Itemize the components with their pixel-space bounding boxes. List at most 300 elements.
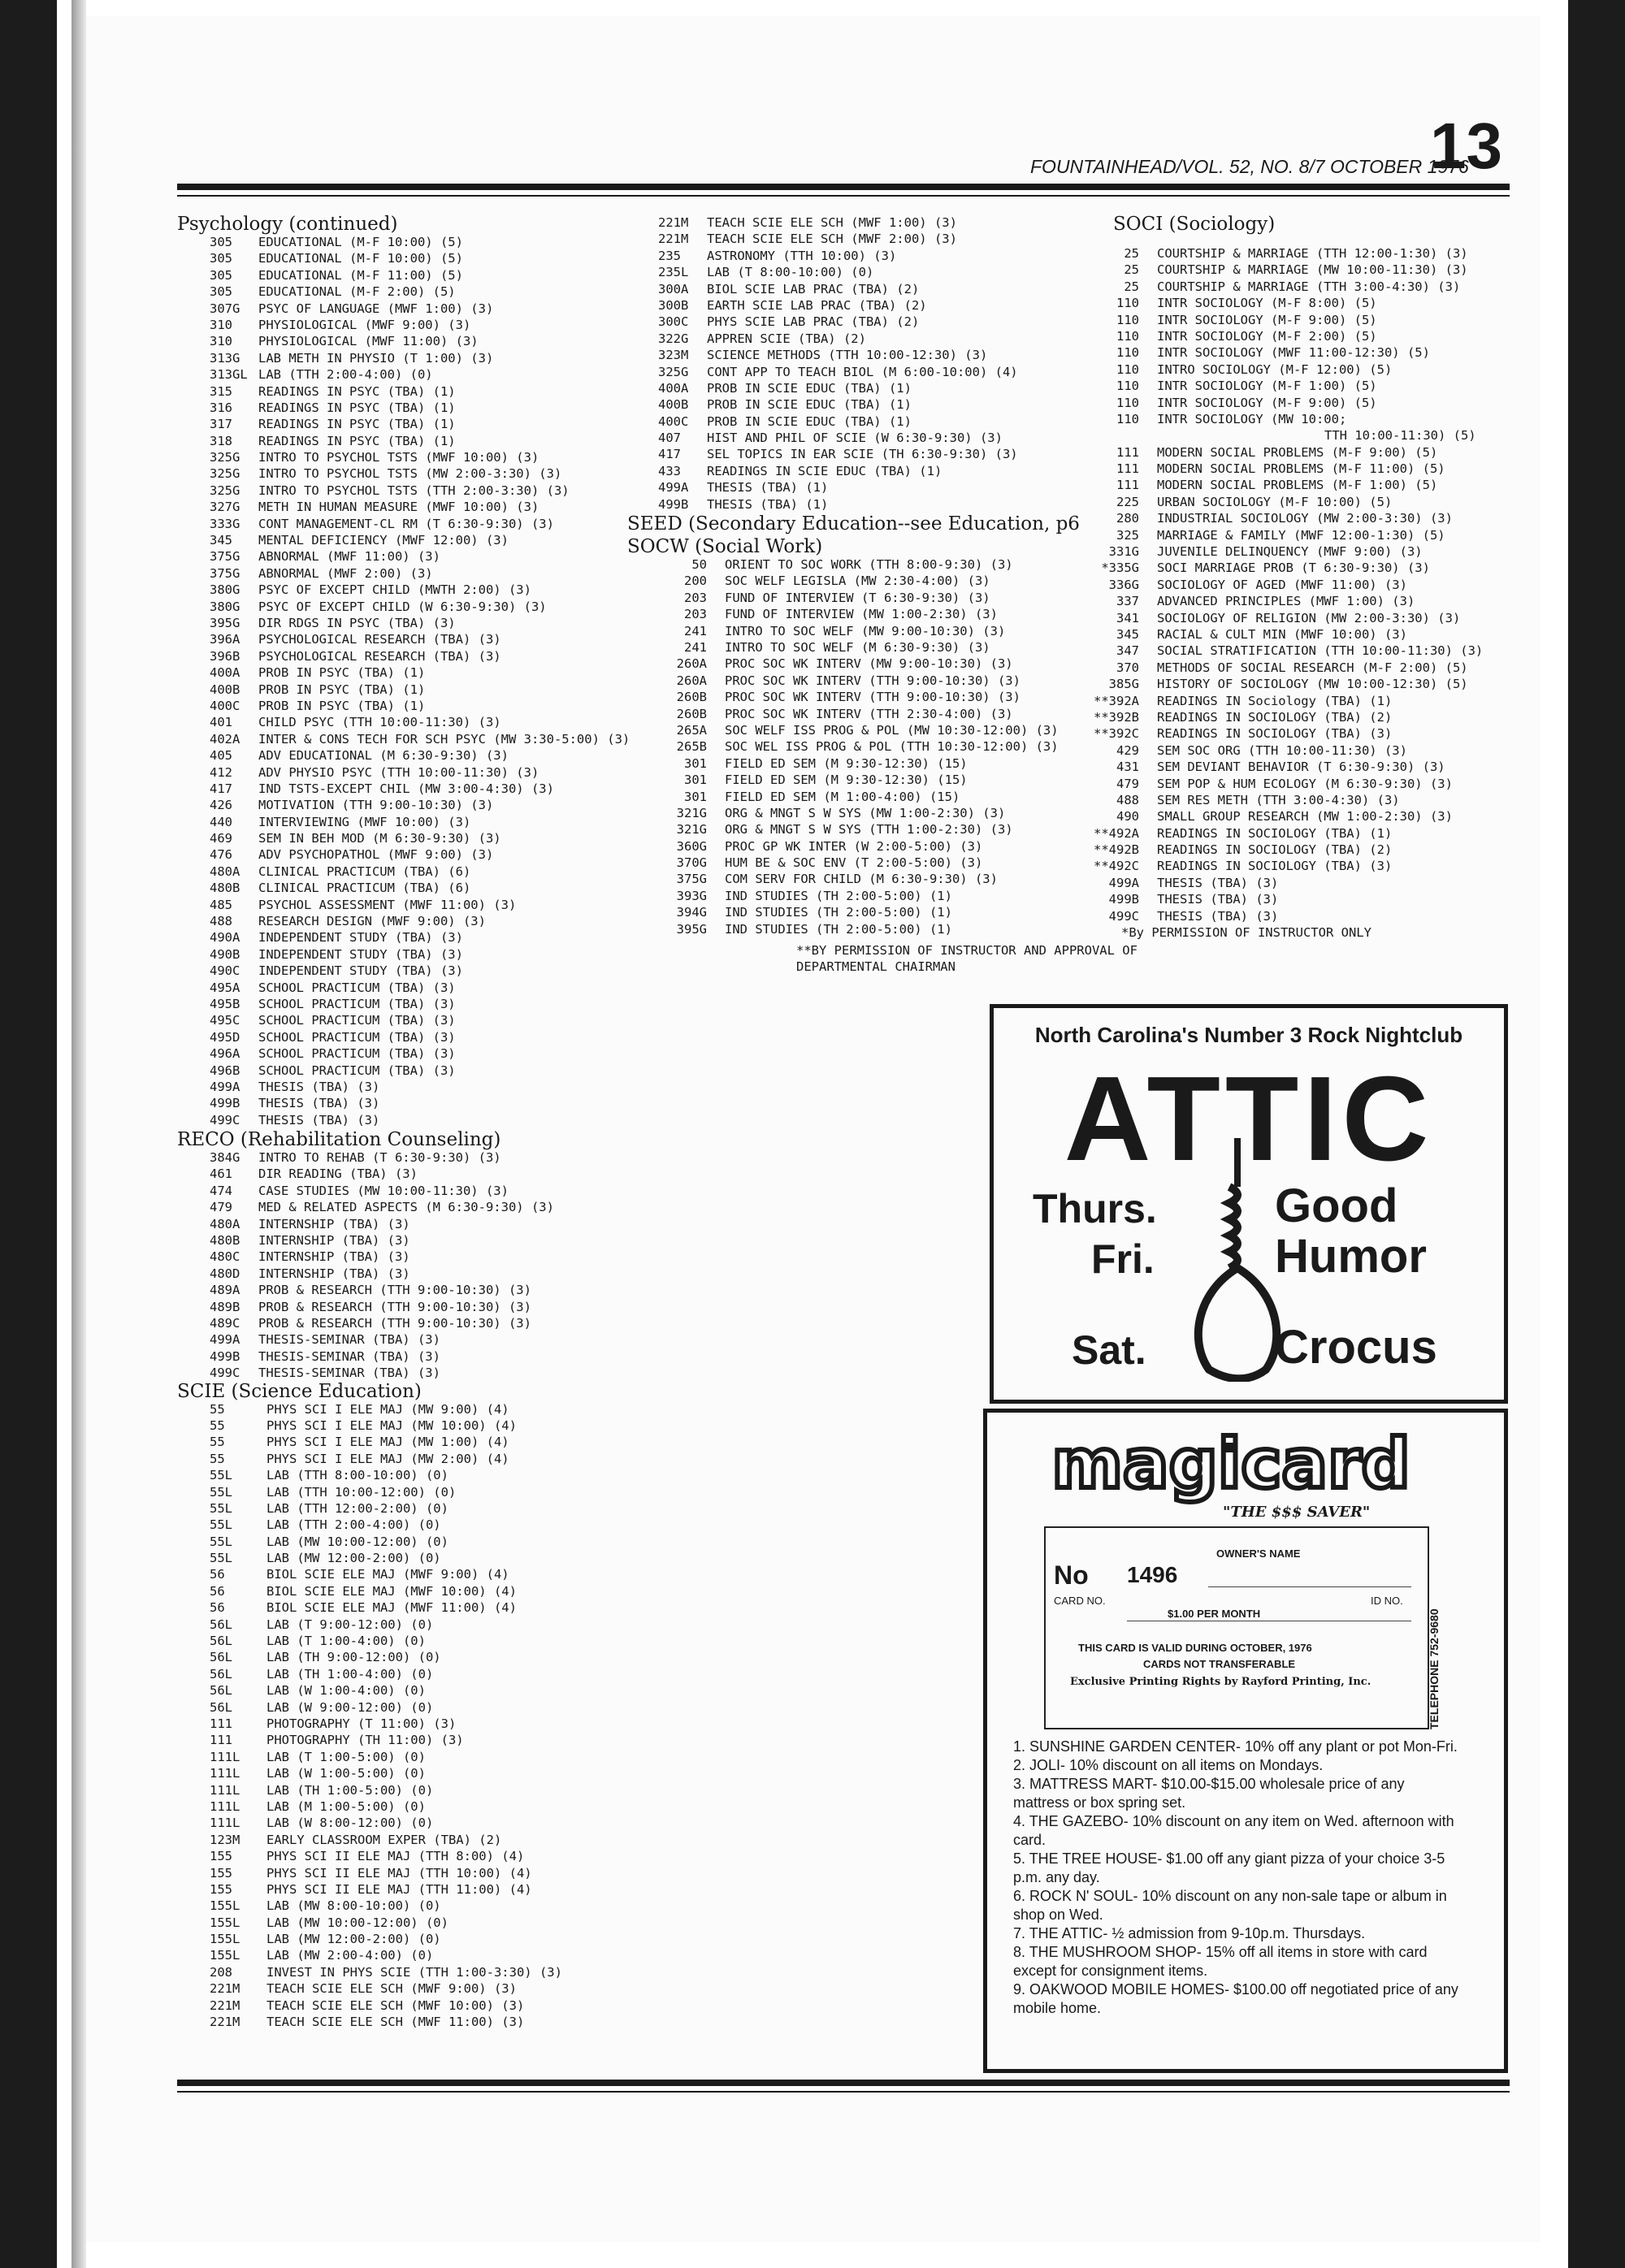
course-row <box>210 599 665 615</box>
course-title: EDUCATIONAL (M-F 10:00) (5) <box>258 251 463 266</box>
course-row <box>210 698 665 714</box>
course-title: READINGS IN SOCIOLOGY (TBA) (1) <box>1157 825 1393 841</box>
course-title: TEACH SCIE ELE SCH (MWF 10:00) (3) <box>266 1997 525 2013</box>
course-row <box>210 1964 665 1980</box>
course-title: THESIS-SEMINAR (TBA) (3) <box>258 1348 440 1364</box>
course-row <box>658 904 1089 920</box>
course-number: 395G <box>676 921 707 937</box>
course-row <box>210 1848 665 1864</box>
course-title: PHYS SCI II ELE MAJ (TTH 11:00) (4) <box>266 1881 532 1897</box>
course-row <box>210 483 665 499</box>
course-title: ABNORMAL (MWF 2:00) (3) <box>258 565 433 581</box>
offer-item: 5. THE TREE HOUSE- $1.00 off any giant pizza of your choice 3-5 p.m. any day. <box>1013 1850 1445 1885</box>
course-row <box>210 631 665 647</box>
course-title: PHYS SCI II ELE MAJ (TTH 10:00) (4) <box>266 1865 532 1881</box>
offer-item: 8. THE MUSHROOM SHOP- 15% off all items in store with card except for consignment items. <box>1013 1944 1428 1979</box>
course-title: PHYSIOLOGICAL (MWF 11:00) (3) <box>258 334 479 349</box>
course-row <box>210 582 665 598</box>
course-title: INTR SOCIOLOGY (M-F 2:00) (5) <box>1157 328 1377 344</box>
course-number: 396B <box>210 648 240 664</box>
course-number: 380G <box>210 582 240 598</box>
course-title: BIOL SCIE LAB PRAC (TBA) (2) <box>707 281 920 296</box>
course-row <box>210 615 665 631</box>
course-row <box>210 1832 665 1848</box>
course-number: 499C <box>210 1366 240 1381</box>
course-row <box>210 1534 665 1550</box>
course-title: INTRO TO PSYCHOL TSTS (MW 2:00-3:30) (3) <box>258 466 562 482</box>
course-number: 400C <box>210 698 240 713</box>
course-title: INTRO TO REHAB (T 6:30-9:30) (3) <box>258 1150 501 1166</box>
course-number: 490B <box>210 946 240 962</box>
course-row <box>658 855 1089 871</box>
course-number: 426 <box>210 798 232 813</box>
course-number: 375G <box>210 565 240 581</box>
course-number: 221M <box>210 2015 240 2030</box>
course-title: ORG & MNGT S W SYS (MW 1:00-2:30) (3) <box>725 805 1006 820</box>
course-number: 315 <box>210 383 232 399</box>
course-row <box>658 606 1089 622</box>
course-row <box>1081 494 1536 510</box>
course-row <box>210 1566 665 1582</box>
course-title: SMALL GROUP RESEARCH (MW 1:00-2:30) (3) <box>1157 809 1453 825</box>
course-title: LAB (TH 1:00-4:00) (0) <box>266 1666 434 1682</box>
course-title: THESIS (TBA) (3) <box>258 1112 380 1128</box>
course-number: 260A <box>676 656 707 672</box>
course-number: 110 <box>1116 361 1139 377</box>
course-number: 480B <box>210 1233 240 1249</box>
course-number: 327G <box>210 500 240 515</box>
attic-ad <box>990 1004 1508 1404</box>
course-number: 433 <box>658 463 681 478</box>
course-title: SEM DEVIANT BEHAVIOR (T 6:30-9:30) (3) <box>1157 760 1445 775</box>
course-row <box>210 1915 665 1931</box>
course-number: 56L <box>210 1634 232 1649</box>
column-sociology <box>1081 214 1536 941</box>
course-row <box>210 747 665 764</box>
course-title: SCHOOL PRACTICUM (TBA) (3) <box>258 1029 456 1045</box>
course-row <box>1081 560 1536 576</box>
course-number: 200 <box>684 573 707 589</box>
course-number: 474 <box>210 1183 232 1198</box>
course-number: 110 <box>1116 379 1139 394</box>
course-title: SEM IN BEH MOD (M 6:30-9:30) (3) <box>258 831 501 846</box>
course-row <box>658 772 1089 788</box>
course-number: **392B <box>1094 709 1139 725</box>
course-title: PROC GP WK INTER (W 2:00-5:00) (3) <box>725 838 983 854</box>
course-title: PSYC OF EXCEPT CHILD (W 6:30-9:30) (3) <box>258 599 547 614</box>
course-title: SCHOOL PRACTICUM (TBA) (3) <box>258 1063 456 1078</box>
card-owner-label: OWNER'S NAME <box>1216 1547 1301 1560</box>
section-heading-socw: SOCW (Social Work) <box>627 536 823 558</box>
course-number: 50 <box>691 557 707 573</box>
course-number: 490A <box>210 930 240 946</box>
course-row <box>1081 577 1536 593</box>
course-row <box>658 738 1089 755</box>
course-number: 55L <box>210 1484 232 1500</box>
course-row <box>210 1980 665 1997</box>
course-title: PSYCHOLOGICAL RESEARCH (TBA) (3) <box>258 648 501 664</box>
course-number: 499A <box>658 480 689 496</box>
course-row <box>210 1012 665 1028</box>
course-title: INTR SOCIOLOGY (M-F 1:00) (5) <box>1157 379 1377 394</box>
course-number: 325 <box>1116 527 1139 543</box>
course-row <box>658 821 1089 838</box>
course-title: THESIS (TBA) (3) <box>1157 892 1279 907</box>
course-row <box>210 1633 665 1649</box>
course-number: 402A <box>210 731 240 747</box>
course-number: 499B <box>658 496 689 512</box>
course-row <box>210 1451 665 1467</box>
course-row <box>1081 593 1536 609</box>
course-number: 111L <box>210 1816 240 1831</box>
course-title: SEL TOPICS IN EAR SCIE (TH 6:30-9:30) (3) <box>707 447 1018 462</box>
card-validity: THIS CARD IS VALID DURING OCTOBER, 1976 <box>1078 1642 1312 1654</box>
course-row <box>210 1232 665 1249</box>
course-row <box>210 797 665 813</box>
course-title: LAB (W 1:00-4:00) (0) <box>266 1683 426 1699</box>
scan-left-border <box>0 0 57 2268</box>
course-row <box>210 1997 665 2014</box>
course-title: PROC SOC WK INTERV (MW 9:00-10:30) (3) <box>725 656 1013 672</box>
course-title: LAB (TTH 2:00-4:00) (0) <box>266 1517 441 1533</box>
course-title: PHYS SCI I ELE MAJ (MW 2:00) (4) <box>266 1451 509 1466</box>
course-row <box>210 1649 665 1665</box>
course-row <box>658 314 1089 330</box>
offer-item: 7. THE ATTIC- ½ admission from 9-10p.m. Thursdays. <box>1013 1925 1366 1941</box>
course-number: 490C <box>210 963 240 979</box>
course-title: FIELD ED SEM (M 1:00-4:00) (15) <box>725 789 960 804</box>
course-title: ADV EDUCATIONAL (M 6:30-9:30) (3) <box>258 748 509 764</box>
course-number: 499B <box>1108 892 1139 907</box>
course-row <box>210 1112 665 1128</box>
course-number: 110 <box>1116 411 1139 426</box>
course-number: 111L <box>210 1766 240 1781</box>
course-list-socw <box>634 556 1089 937</box>
course-row <box>1081 510 1536 526</box>
course-number: 489A <box>210 1283 240 1298</box>
bottom-rule <box>177 2080 1510 2086</box>
course-title: CONT APP TO TEACH BIOL (M 6:00-10:00) (4) <box>707 364 1018 379</box>
course-row <box>210 1865 665 1881</box>
course-number: 155 <box>210 1849 232 1864</box>
course-number: 280 <box>1116 511 1139 526</box>
course-title: INDEPENDENT STUDY (TBA) (3) <box>258 930 463 946</box>
magicard-card <box>1044 1526 1429 1729</box>
course-row <box>658 706 1089 722</box>
course-row <box>1081 709 1536 725</box>
course-title: BIOL SCIE ELE MAJ (MWF 11:00) (4) <box>266 1600 517 1616</box>
course-title: SCHOOL PRACTICUM (TBA) (3) <box>258 1013 456 1028</box>
course-number: 480C <box>210 1249 240 1265</box>
course-number: 336G <box>1108 577 1139 592</box>
course-title: INTERVIEWING (MWF 10:00) (3) <box>258 814 471 829</box>
soci-continuation: TTH 10:00-11:30) (5) <box>1324 428 1476 444</box>
course-title: PROC SOC WK INTERV (TTH 9:00-10:30) (3) <box>725 690 1020 705</box>
course-number: 499C <box>210 1112 240 1128</box>
course-number: 400B <box>210 682 240 697</box>
course-row <box>1081 527 1536 543</box>
course-title: MODERN SOCIAL PROBLEMS (M-F 1:00) (5) <box>1157 478 1438 493</box>
course-title: SOC WELF LEGISLA (MW 2:30-4:00) (3) <box>725 573 990 589</box>
course-number: 394G <box>676 905 707 920</box>
course-title: COM SERV FOR CHILD (M 6:30-9:30) (3) <box>725 872 998 887</box>
course-title: INTRO TO SOC WELF (M 6:30-9:30) (3) <box>725 639 990 655</box>
course-title: METHODS OF SOCIAL RESEARCH (M-F 2:00) (5) <box>1157 660 1468 675</box>
course-number: 318 <box>210 433 232 448</box>
course-number: 480A <box>210 1216 240 1231</box>
course-title: PROB IN SCIE EDUC (TBA) (1) <box>707 380 912 396</box>
page-fold <box>72 0 86 2268</box>
course-row <box>210 781 665 797</box>
course-title: INTR SOCIOLOGY (MWF 11:00-12:30) (5) <box>1157 345 1430 361</box>
course-row <box>210 499 665 515</box>
offer-item: 1. SUNSHINE GARDEN CENTER- 10% off any plant or pot Mon-Fri. <box>1013 1738 1458 1755</box>
course-row <box>210 1550 665 1566</box>
course-title: INTR SOCIOLOGY (MW 10:00; <box>1157 411 1347 426</box>
course-number: 55 <box>210 1435 225 1450</box>
course-number: 417 <box>658 447 681 462</box>
course-title: LAB (T 9:00-12:00) (0) <box>266 1617 434 1632</box>
course-row <box>658 347 1089 363</box>
course-title: IND STUDIES (TH 2:00-5:00) (1) <box>725 888 952 903</box>
course-number: 221M <box>658 232 689 247</box>
course-row <box>210 731 665 747</box>
course-title: READINGS IN PSYC (TBA) (1) <box>258 400 456 415</box>
attic-logo: ATTIC <box>1064 1052 1434 1186</box>
course-row <box>210 1331 665 1348</box>
permission-note-socw: **BY PERMISSION OF INSTRUCTOR AND APPROVAL DEPARTMENTAL CHAIRMAN <box>796 943 1115 975</box>
course-number: 325G <box>210 450 240 465</box>
course-number: 384G <box>210 1150 240 1166</box>
course-row <box>210 1898 665 1914</box>
course-title: INTR SOCIOLOGY (M-F 9:00) (5) <box>1157 312 1377 327</box>
course-number: 55 <box>210 1401 225 1417</box>
course-row <box>658 573 1089 589</box>
course-row <box>1081 245 1536 262</box>
course-title: READINGS IN PSYC (TBA) (1) <box>258 433 456 448</box>
course-number: 55L <box>210 1534 232 1549</box>
course-row <box>1081 776 1536 792</box>
page-number: 13 <box>1430 110 1502 182</box>
course-row <box>658 231 1089 247</box>
course-number: 469 <box>210 831 232 846</box>
course-row <box>658 380 1089 396</box>
course-row <box>658 413 1089 430</box>
course-number: 111L <box>210 1749 240 1764</box>
course-title: SOCIAL STRATIFICATION (TTH 10:00-11:30) (3) <box>1157 643 1484 659</box>
course-number: 110 <box>1116 312 1139 327</box>
course-number: 407 <box>658 431 681 446</box>
top-rule <box>177 184 1510 190</box>
course-number: 337 <box>1116 594 1139 609</box>
course-title: LAB (TTH 2:00-4:00) (0) <box>258 367 433 383</box>
course-number: 301 <box>684 773 707 788</box>
masthead-line: FOUNTAINHEAD/VOL. 52, NO. 8/7 OCTOBER 1976 <box>1030 156 1469 177</box>
course-row <box>210 1045 665 1062</box>
course-title: READINGS IN PSYC (TBA) (1) <box>258 417 456 432</box>
course-number: 490 <box>1116 809 1139 825</box>
course-row <box>658 921 1089 937</box>
course-row <box>210 333 665 349</box>
course-title: PHYS SCI I ELE MAJ (MW 9:00) (4) <box>266 1401 509 1417</box>
course-row <box>658 496 1089 513</box>
course-title: INTERNSHIP (TBA) (3) <box>258 1266 410 1281</box>
course-title: LAB (W 1:00-5:00) (0) <box>266 1766 426 1781</box>
course-title: BIOL SCIE ELE MAJ (MWF 10:00) (4) <box>266 1583 517 1599</box>
course-number: 55L <box>210 1517 232 1533</box>
course-title: LAB (TTH 10:00-12:00) (0) <box>266 1484 457 1500</box>
course-number: 56L <box>210 1683 232 1699</box>
course-row <box>210 929 665 946</box>
course-row <box>210 1699 665 1716</box>
course-number: **392C <box>1094 726 1139 742</box>
course-title: THESIS (TBA) (3) <box>258 1096 380 1111</box>
course-number: 396A <box>210 632 240 647</box>
course-row <box>210 400 665 416</box>
course-title: COURTSHIP & MARRIAGE (TTH 12:00-1:30) (3) <box>1157 246 1468 261</box>
course-title: LAB (MW 10:00-12:00) (0) <box>266 1534 448 1549</box>
course-row <box>658 396 1089 413</box>
course-row <box>1081 842 1536 858</box>
top-rule-thin <box>177 195 1510 197</box>
course-row <box>210 863 665 880</box>
course-title: ORIENT TO SOC WORK (TTH 8:00-9:30) (3) <box>725 557 1013 573</box>
course-title: IND TSTS-EXCEPT CHIL (MW 3:00-4:30) (3) <box>258 781 554 796</box>
course-title: PROC SOC WK INTERV (TTH 9:00-10:30) (3) <box>725 673 1020 688</box>
course-title: LAB (MW 2:00-4:00) (0) <box>266 1948 434 1963</box>
course-row <box>658 838 1089 855</box>
course-title: THESIS (TBA) (1) <box>707 496 829 512</box>
course-title: RESEARCH DESIGN (MWF 9:00) (3) <box>258 914 486 929</box>
course-title: READINGS IN SOCIOLOGY (TBA) (2) <box>1157 709 1393 725</box>
course-row <box>1081 262 1536 278</box>
course-title: FIELD ED SEM (M 9:30-12:30) (15) <box>725 773 968 788</box>
course-row <box>1081 875 1536 891</box>
course-title: RACIAL & CULT MIN (MWF 10:00) (3) <box>1157 626 1407 642</box>
course-number: 305 <box>210 267 232 283</box>
course-title: LAB (MW 12:00-2:00) (0) <box>266 1551 441 1566</box>
course-row <box>210 1500 665 1517</box>
course-title: PSYC OF EXCEPT CHILD (MWTH 2:00) (3) <box>258 582 531 598</box>
card-no-small: CARD NO. <box>1054 1595 1106 1607</box>
course-row <box>210 1315 665 1331</box>
course-number: **492B <box>1094 842 1139 858</box>
course-row <box>1081 378 1536 394</box>
course-title: READINGS IN PSYC (TBA) (1) <box>258 383 456 399</box>
course-title: FUND OF INTERVIEW (MW 1:00-2:30) (3) <box>725 607 998 622</box>
course-row <box>210 846 665 863</box>
course-number: 313GL <box>210 367 248 383</box>
course-title: INTRO TO SOC WELF (MW 9:00-10:30) (3) <box>725 623 1006 638</box>
course-row <box>658 214 1089 231</box>
attic-day-thurs: Thurs. <box>1033 1186 1157 1231</box>
course-number: 260A <box>676 673 707 688</box>
course-number: 221M <box>658 215 689 230</box>
course-row <box>210 1166 665 1182</box>
course-row <box>210 284 665 300</box>
telephone-vertical <box>1428 1534 1452 1729</box>
course-row <box>1081 477 1536 493</box>
course-title: INTRO TO PSYCHOL TSTS (MWF 10:00) (3) <box>258 450 540 465</box>
course-number: 429 <box>1116 742 1139 758</box>
course-title: IND STUDIES (TH 2:00-5:00) (1) <box>725 905 952 920</box>
course-row <box>658 623 1089 639</box>
course-title: READINGS IN SCIE EDUC (TBA) (1) <box>707 463 942 478</box>
card-price: $1.00 PER MONTH <box>1168 1608 1261 1620</box>
telephone-text: TELEPHONE 752-9680 <box>1428 1608 1441 1729</box>
course-number: 123M <box>210 1832 240 1847</box>
course-row <box>210 664 665 681</box>
course-row <box>210 250 665 266</box>
card-owner-line <box>1208 1586 1411 1587</box>
course-row <box>658 248 1089 264</box>
course-title: SCIENCE METHODS (TTH 10:00-12:30) (3) <box>707 348 988 363</box>
course-number: 499B <box>210 1348 240 1364</box>
course-row <box>1081 643 1536 659</box>
course-row <box>1081 676 1536 692</box>
course-number: 317 <box>210 417 232 432</box>
course-number: 401 <box>210 715 232 730</box>
offer-item: 6. ROCK N' SOUL- 10% discount on any non-sale tape or album in shop on Wed. <box>1013 1888 1447 1923</box>
course-row <box>1081 295 1536 311</box>
course-row <box>658 871 1089 887</box>
course-row <box>1081 395 1536 411</box>
course-number: 400B <box>658 397 689 413</box>
course-number: 488 <box>210 914 232 929</box>
course-title: URBAN SOCIOLOGY (M-F 10:00) (5) <box>1157 494 1393 509</box>
course-row <box>210 1282 665 1298</box>
course-row <box>658 805 1089 821</box>
course-row <box>210 1418 665 1434</box>
course-number: 55L <box>210 1500 232 1516</box>
course-row <box>1081 660 1536 676</box>
course-title: SOCIOLOGY OF RELIGION (MW 2:00-3:30) (3) <box>1157 610 1461 625</box>
course-number: 55L <box>210 1551 232 1566</box>
course-row <box>658 722 1089 738</box>
course-title: HISTORY OF SOCIOLOGY (MW 10:00-12:30) (5) <box>1157 677 1468 692</box>
course-title: CHILD PSYC (TTH 10:00-11:30) (3) <box>258 715 501 730</box>
course-number: 310 <box>210 317 232 332</box>
course-title: MARRIAGE & FAMILY (MWF 12:00-1:30) (5) <box>1157 527 1445 543</box>
card-number: 1496 <box>1127 1562 1178 1587</box>
course-title: LAB (MW 10:00-12:00) (0) <box>266 1915 448 1930</box>
course-list-soci <box>1081 245 1536 427</box>
course-row <box>1081 543 1536 560</box>
course-row <box>658 430 1089 446</box>
course-number: 208 <box>210 1964 232 1980</box>
course-number: 325G <box>210 466 240 482</box>
course-row <box>210 1183 665 1199</box>
course-title: INTER & CONS TECH FOR SCH PSYC (MW 3:30-5:00) (3) <box>258 731 630 747</box>
course-title: LAB (T 8:00-10:00) (0) <box>707 265 874 280</box>
course-row <box>1081 610 1536 626</box>
course-title: BIOL SCIE ELE MAJ (MWF 9:00) (4) <box>266 1567 509 1582</box>
course-row <box>658 789 1089 805</box>
course-number: 155 <box>210 1865 232 1881</box>
course-row <box>210 465 665 482</box>
course-row <box>210 897 665 913</box>
course-row <box>658 463 1089 479</box>
course-row <box>210 1798 665 1815</box>
course-title: PROB & RESEARCH (TTH 9:00-10:30) (3) <box>258 1299 531 1314</box>
course-title: SCHOOL PRACTICUM (TBA) (3) <box>258 1046 456 1062</box>
course-row <box>210 764 665 781</box>
course-number: 56L <box>210 1650 232 1665</box>
course-title: LAB (T 1:00-4:00) (0) <box>266 1634 426 1649</box>
course-number: 417 <box>210 781 232 796</box>
course-number: 345 <box>1116 626 1139 642</box>
course-title: EDUCATIONAL (M-F 10:00) (5) <box>258 235 463 249</box>
